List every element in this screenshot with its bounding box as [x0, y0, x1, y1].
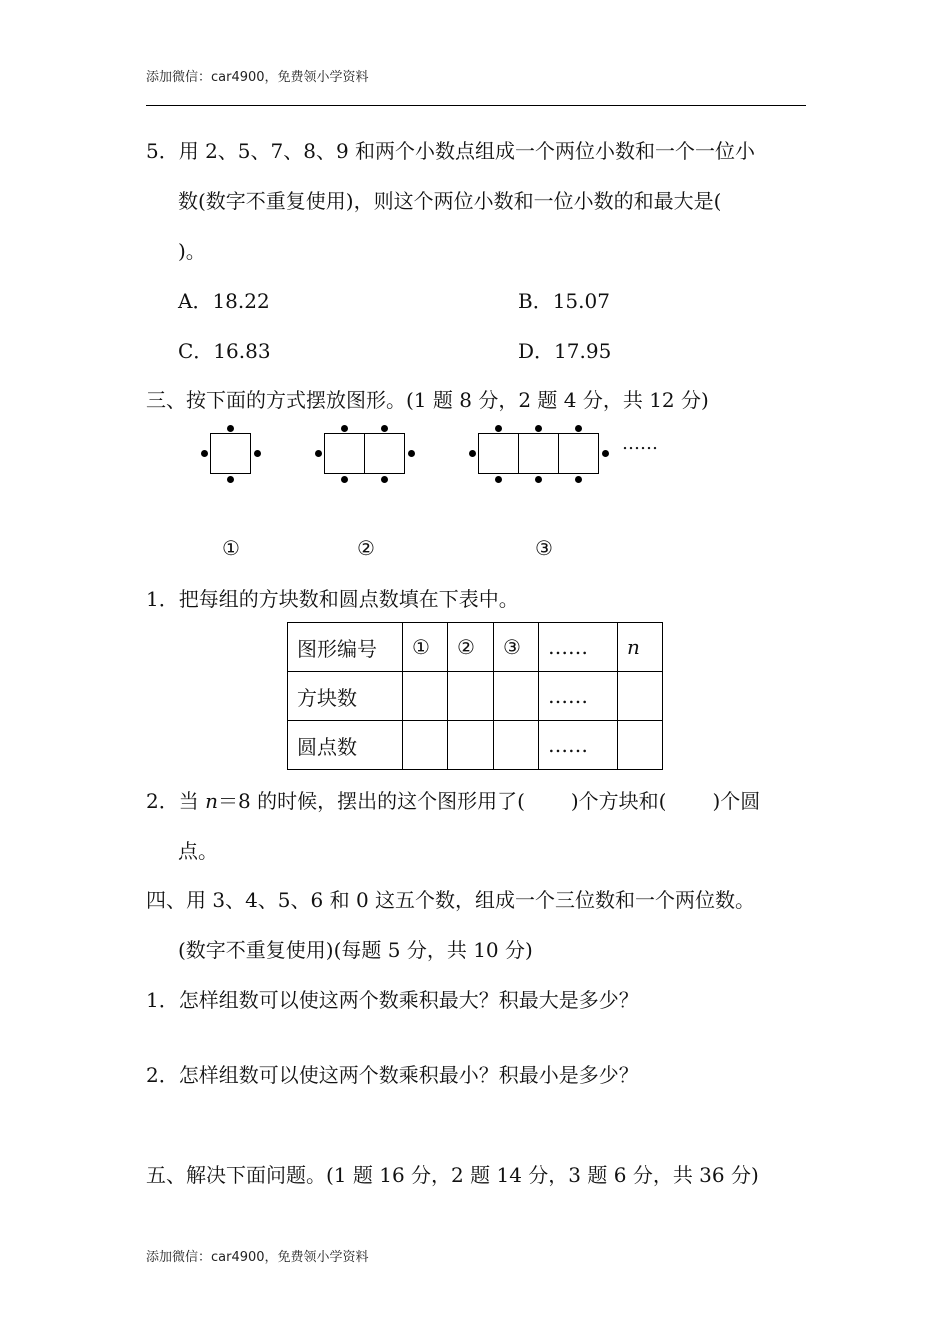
- figure-dot: [495, 425, 502, 432]
- q5-line3: )。: [178, 239, 206, 263]
- q2-text: )个圆: [712, 789, 761, 813]
- figure-label-2: ②: [357, 536, 375, 560]
- page-header: 添加微信：car4900，免费领小学资料: [146, 70, 369, 85]
- page-footer: 添加微信：car4900，免费领小学资料: [146, 1250, 369, 1265]
- table-cell: ①: [403, 623, 448, 672]
- figure-dot: [575, 476, 582, 483]
- figure-square: [364, 433, 405, 474]
- figure-dot: [254, 450, 261, 457]
- figure-dot: [408, 450, 415, 457]
- figure-square: [478, 433, 519, 474]
- section4-q1: 1．怎样组数可以使这两个数乘积最大？积最大是多少？: [146, 988, 639, 1012]
- table-cell: ……: [539, 623, 618, 672]
- section4-line2: (数字不重复使用)(每题 5 分，共 10 分): [178, 938, 533, 962]
- figure-dot: [602, 450, 609, 457]
- table-cell-blank[interactable]: [618, 721, 663, 770]
- answer-table: [287, 622, 663, 770]
- figure-dot: [341, 476, 348, 483]
- table-cell-blank[interactable]: [403, 672, 448, 721]
- section4-q2: 2．怎样组数可以使这两个数乘积最小？积最小是多少？: [146, 1063, 639, 1087]
- table-row: [288, 721, 663, 770]
- table-cell-blank[interactable]: [403, 721, 448, 770]
- table-row: [288, 623, 663, 672]
- figure-dot: [535, 476, 542, 483]
- figure-dot: [535, 425, 542, 432]
- table-cell: ③: [494, 623, 539, 672]
- figure-dot: [381, 476, 388, 483]
- table-cell: ……: [539, 672, 618, 721]
- section3-q2-line1: [146, 788, 760, 814]
- figure-square: [210, 433, 251, 474]
- q5-line2: 数(数字不重复使用)，则这个两位小数和一位小数的和最大是(: [178, 189, 722, 213]
- table-cell-blank[interactable]: [494, 672, 539, 721]
- figure-square: [558, 433, 599, 474]
- figure-dot: [227, 425, 234, 432]
- q5-line1: 5．用 2、5、7、8、9 和两个小数点组成一个两位小数和一个一位小: [146, 139, 756, 163]
- q2-text: )个方块和(: [570, 789, 667, 813]
- section4-line1: 四、用 3、4、5、6 和 0 这五个数，组成一个三位数和一个两位数。: [146, 888, 756, 912]
- table-cell: ②: [448, 623, 494, 672]
- section3-q2-line2: 点。: [178, 839, 218, 863]
- table-cell: 圆点数: [288, 721, 403, 770]
- figure-square: [518, 433, 559, 474]
- table-cell: ……: [539, 721, 618, 770]
- header-rule: [146, 105, 806, 106]
- figure-dot: [315, 450, 322, 457]
- table-cell: 图形编号: [288, 623, 403, 672]
- section3-q1: 1．把每组的方块数和圆点数填在下表中。: [146, 587, 519, 611]
- q2-text: ＝8 的时候，摆出的这个图形用了(: [217, 789, 525, 813]
- figure-ellipsis: ……: [622, 433, 658, 454]
- table-cell: 方块数: [288, 672, 403, 721]
- figure-dot: [495, 476, 502, 483]
- table-cell-blank[interactable]: [448, 672, 494, 721]
- q2-text: 2．当: [146, 789, 206, 813]
- table-cell-blank[interactable]: [494, 721, 539, 770]
- figure-dot: [469, 450, 476, 457]
- figure-dot: [341, 425, 348, 432]
- table-cell: n: [618, 623, 663, 672]
- figure-label-1: ①: [222, 536, 240, 560]
- table-row: [288, 672, 663, 721]
- section3-title: 三、按下面的方式摆放图形。(1 题 8 分，2 题 4 分，共 12 分): [146, 388, 709, 412]
- section5-title: 五、解决下面问题。(1 题 16 分，2 题 14 分，3 题 6 分，共 36 分): [146, 1163, 759, 1187]
- q5-option-d: D．17.95: [518, 339, 612, 363]
- q5-option-a: A．18.22: [178, 289, 270, 313]
- figure-dot: [227, 476, 234, 483]
- q5-option-b: B．15.07: [518, 289, 610, 313]
- figure-dot: [381, 425, 388, 432]
- figure-dot: [201, 450, 208, 457]
- q2-variable: n: [205, 789, 218, 813]
- q5-option-c: C．16.83: [178, 339, 271, 363]
- figure-dot: [575, 425, 582, 432]
- figure-square: [324, 433, 365, 474]
- table-cell-blank[interactable]: [618, 672, 663, 721]
- table-cell-blank[interactable]: [448, 721, 494, 770]
- figure-label-3: ③: [535, 536, 553, 560]
